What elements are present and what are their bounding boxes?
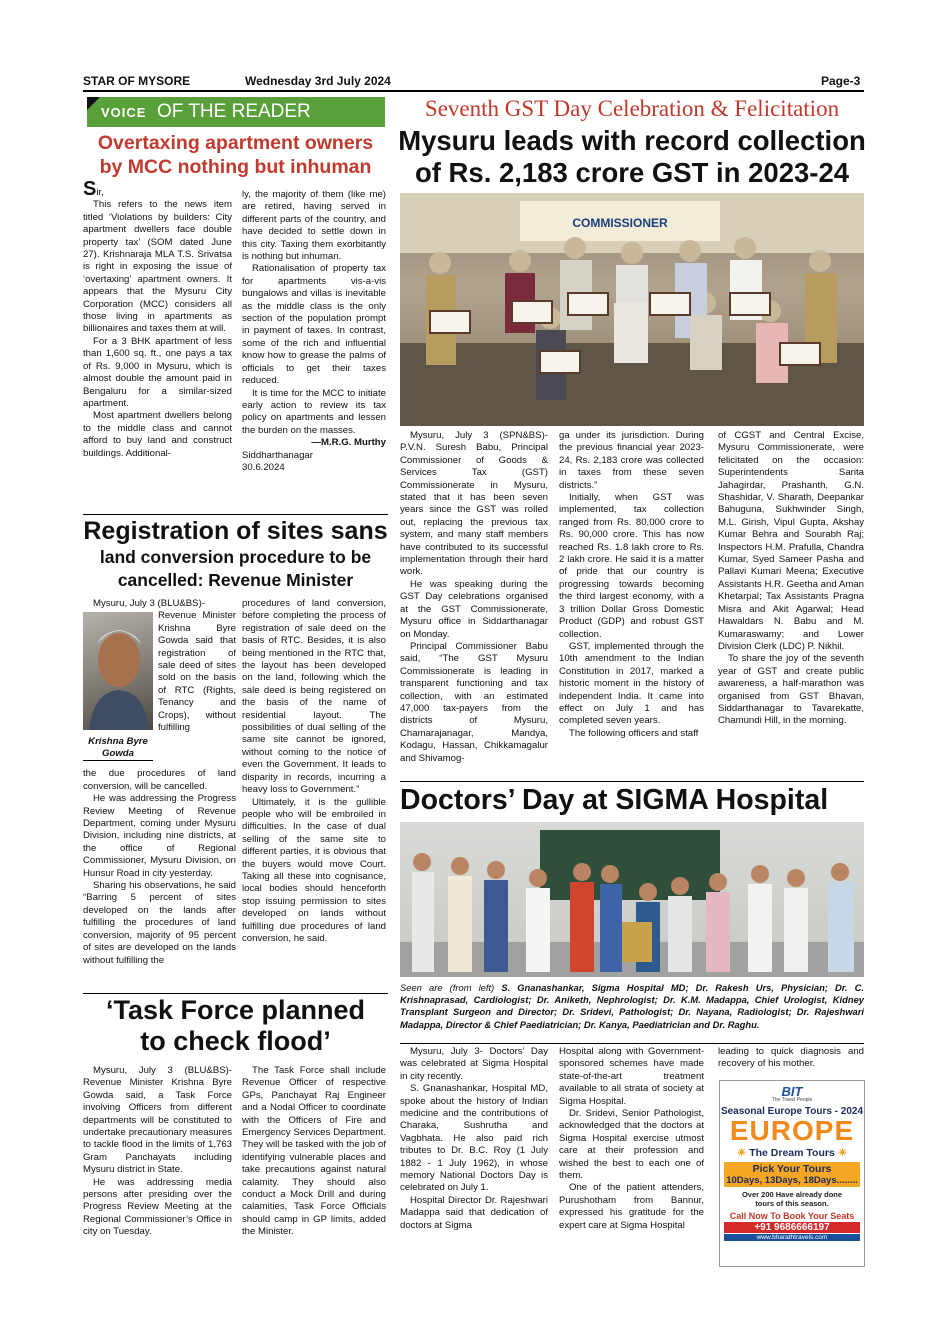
dropcap: S	[83, 181, 97, 200]
sigma-paragraph: Mysuru, July 3- Doctors’ Day was celebrated at Sigma Hospital in city recently.	[400, 1046, 548, 1082]
gst-paragraph: To share the joy of the seventh year of GST and create public awareness, a half-marathon was organised from GST Bhavan, Siddarthanagar to Tavarekatte, Chamundi Hill, in the morning.	[718, 653, 864, 727]
sigma-photo-caption	[400, 982, 864, 1031]
ad-phone[interactable]: +91 9686666197	[724, 1222, 860, 1233]
sigma-paragraph: leading to quick diagnosis and recovery of his mother.	[718, 1046, 864, 1070]
task-headline-line-2: to check flood’	[140, 1026, 331, 1056]
divider	[400, 1043, 864, 1044]
voice-label: VOICE	[101, 105, 147, 120]
ad-dream-text: The Dream Tours	[749, 1147, 835, 1159]
ad-days: 10Days, 13Days, 18Days........	[726, 1175, 858, 1186]
voice-column-2	[242, 189, 386, 511]
gst-column-1	[400, 430, 548, 782]
sites-headline-line-1: Registration of sites sans	[83, 517, 388, 545]
sites-paragraph: procedures of land conversion, before completing the process of registration of sale deed on the basis of RTC. Besides, it is also being mentioned in the RTC that, the layout has been developed on the land, following which the sale deed is being registered on the basis of the name of residential layout. The possibilities of dual selling of the same site cannot be ignored, without coming to the notice of even the Government. It leads to disparity in records, incurring a heavy loss to Government.”	[242, 598, 386, 796]
portrait-illustration	[83, 612, 153, 730]
divider	[400, 781, 864, 782]
gst-banner-text: COMMISSIONER	[572, 216, 668, 230]
minister-caption-line-2: Gowda	[102, 748, 134, 760]
gst-paragraph: The following officers and staff	[569, 727, 699, 739]
task-column-2	[242, 1065, 386, 1265]
sigma-column-3	[718, 1046, 864, 1076]
voice-headline-line-2: by MCC nothing but inhuman	[99, 156, 372, 178]
voice-date: 30.6.2024	[242, 461, 285, 473]
sigma-paragraph: Hospital Director Dr. Rajeshwari Madappa said that dedication of doctors at Sigma	[400, 1194, 548, 1231]
sites-wrap-text: Revenue Minister Krishna Byre Gowda said that registration of sale deed of sites sold on the basis of RTC (Rights, Tenancy and Crops), without fulfilling	[158, 610, 236, 734]
ad-over	[720, 1190, 864, 1208]
ad-pick: Pick Your Tours	[752, 1163, 832, 1175]
voice-salutation: ir,	[96, 187, 104, 198]
ad-dream-tours	[726, 1147, 858, 1159]
task-headline	[83, 995, 388, 1057]
gst-paragraph: Initially, when GST was implemented, tax collection ranged from Rs. 80,000 crore to Rs. 90,000 crore. This has now reached Rs. 1.8 lakh crore to Rs. 2 lakh crore. He said it is a matter of pride that our country is progressing towards becoming the third largest economy, with a 3 trillion Dollar Gross Domestic Product (GDP) and robust GST collection.	[559, 492, 704, 640]
sites-paragraph: He was addressing the Progress Review Meeting of Revenue Department, coming under Mysuru Division, including nine districts, at the office of Regional Commissioner, Mysuru Division, on Hunsur Road in city yesterday.	[83, 793, 236, 879]
sites-headline	[83, 516, 388, 592]
ad-call: Call Now To Book Your Seats	[729, 1211, 855, 1221]
sigma-photo	[400, 822, 864, 977]
task-column-1	[83, 1065, 232, 1265]
voice-column-1	[83, 181, 232, 511]
voice-banner	[87, 97, 385, 127]
sigma-caption-names: S. Gnanashankar, Sigma Hospital MD; Dr. Rakesh Urs, Physician; Dr. C. Krishnaprasad, Cardiologist; Dr. Aniketh, Nephrologist; Dr. K.M. Madappa, Chief Urologist, Kidney Transplant Surgeon and Director; Dr. Sridevi, Pathologist; Dr. Nayana, Radiologist; Dr. Rajeshwari Madappa, Director & Chief Paediatrician; Dr. Kanya, Paediatrician and Dr. Raghu.	[400, 982, 864, 1030]
sigma-column-1	[400, 1046, 548, 1266]
voice-paragraph: Rationalisation of property tax for apartments vis-a-vis bungalows and villas is inevitable as the middle class is the only section of the population prompt in payment of taxes. In contrast, some of the rich and influential know how to grease the palms of officials to get their taxes reduced.	[242, 263, 386, 387]
voice-headline-line-1: Overtaxing apartment owners	[97, 132, 374, 154]
page-number: Page-3	[821, 74, 861, 88]
sites-column-1	[83, 598, 236, 992]
task-headline-line-1: ‘Task Force planned	[105, 995, 366, 1025]
sun-icon: ☀	[837, 1147, 848, 1159]
sigma-column-2	[559, 1046, 704, 1266]
paper-name: STAR OF MYSORE	[83, 74, 191, 88]
minister-photo-box	[83, 612, 153, 766]
gst-photo-illustration	[400, 193, 864, 426]
task-paragraph: He was addressing media persons after presiding over the Progress Review Meeting at the Regional Commissioner’s Office in city on Tuesday.	[83, 1176, 232, 1238]
banner-corner	[87, 97, 100, 110]
sigma-paragraph: One of the patient attenders, Purushotham from Bannur, expressed his gratitude for the expert care at Sigma Hospital	[559, 1182, 704, 1231]
gst-paragraph: of CGST and Central Excise, Mysuru Commissionerate, were felicitated on the occasion: Superintendents Sarita Jahagirdar, Prashanth, G.N. Shashidar, V. Sharath, Deepankar Bahuguna, Sukhwinder Singh, M.L. Girish, Vipul Gupta, Akshay Kumar Behra and Sourabh Raj; Inspectors H.M. Prafulla, Chandra Kumar, Syed Sameer Pasha and Pallavi Kumari Meena; Executive Assistants H.R. Geetha and Aman Khetarpal; Tax Assistants Pragna Misra and Akit Agarwal; Head Hawaldars N. Babu and M. Kumaraswamy; and Lower Division Clerk (LDC) P. Nikhil.	[718, 430, 864, 652]
sigma-paragraph: Dr. Sridevi, Senior Pathologist, acknowledged that the doctors at Sigma Hospital exercise utmost care at their profession and wished the best to each one of them.	[559, 1108, 704, 1182]
divider	[83, 514, 388, 515]
gst-paragraph: GST, implemented through the 10th amendment to the Indian Constitution in 2017, marked a historic moment in the history of independent India. It came into effect on July 1 and has completed seven years.	[559, 640, 704, 727]
ad-logo-sub: The Travel People	[771, 1097, 813, 1103]
gst-paragraph: ga under its jurisdiction. During the previous financial year 2023-24, Rs. 2,183 crore was collected in taxes from these seven districts.”	[559, 430, 704, 491]
sites-dateline: Mysuru, July 3 (BLU&BS)-	[93, 598, 205, 609]
voice-paragraph: Most apartment dwellers belong to the middle class and cannot afford to buy land and construct buildings. Additional-	[83, 410, 232, 459]
voice-headline	[83, 131, 388, 179]
sigma-headline: Doctors’ Day at SIGMA Hospital	[400, 784, 829, 816]
ad-europe: EUROPE	[729, 1115, 855, 1146]
gst-column-3	[718, 430, 864, 782]
voice-paragraph: ly, the majority of them (like me) are retired, having served in different parts of the country, and have decided to settle down in this city. Taxing them exorbitantly is nothing but inhuman.	[242, 189, 386, 263]
voice-paragraph: It is time for the MCC to initiate early action to review its tax policy on apartments and lessen the burden on the masses.	[242, 387, 386, 436]
voice-signature: —M.R.G. Murthy	[311, 437, 386, 449]
sigma-paragraph: S. Gnanashankar, Hospital MD, spoke about the history of Indian medicine and the contributions of Charaka, Sushrutha and Vagbhata. He also paid rich tributes to Dr. B.C. Roy (1 July 1882 - 1 July 1962), in whose memory National Doctors Day is celebrated on July 1.	[400, 1083, 548, 1194]
masthead-rule	[83, 90, 864, 92]
ad-over-line-1: Over 200 Have already done	[741, 1190, 843, 1199]
voice-paragraph: This refers to the news item titled ‘Violations by builders: City apartment dwellers face double property tax’ (SOM dated June 27). Krishnaraja MLA T.S. Srivatsa is right in exposing the issue of ‘overtaxing’ apartment owners. It appears that the Mysuru City Corporation (MCC) considers all those living in apartments as billionaires and taxes them at will.	[83, 199, 232, 335]
ad-title: Seasonal Europe Tours - 2024	[720, 1106, 864, 1117]
sites-paragraph: Sharing his observations, he said “Barring 5 percent of sites developed on the lands after fulfilling the procedures of land conversion, majority of 95 percent of sites are developed on the lands without fulfilling the	[83, 880, 236, 966]
sigma-photo-illustration	[400, 822, 864, 977]
gst-headline-line-1: Mysuru leads with record collection	[398, 125, 866, 156]
sigma-caption-lead: Seen are (from left)	[400, 982, 495, 993]
task-paragraph: The Task Force shall include Revenue Officer of respective GPs, Panchayat Raj Engineer and a Nodal Officer to coordinate with the Officers of Fire and Emergency Services Department. They will be tasked with the job of identifying vulnerable places and take precautions against natural calamity. They should also conduct a Mock Drill and during calamities, Task Force Officials should camp in GP limits, added the Minister.	[242, 1065, 386, 1238]
gst-paragraph: Principal Commissioner Babu said, “The GST Mysuru Commissionerate is leading in transparent functioning and tax collection, with an estimated 47,000 tax-payers from the districts of Mysuru, Chamarajanagar, Mandya, Kodagu, Hassan, Chikkamagalur and Shivamog-	[400, 640, 548, 764]
sigma-paragraph: Hospital along with Government-sponsored schemes have made state-of-the-art treatment available to all strata of society at Sigma Hospital.	[559, 1046, 704, 1107]
sites-headline-line-2: land conversion procedure to be	[99, 547, 372, 567]
ad-pick-box	[724, 1162, 860, 1187]
sites-column-2	[242, 598, 386, 992]
sites-paragraph: the due procedures of land conversion, will be cancelled.	[83, 768, 236, 792]
minister-caption-line-1: Krishna Byre	[88, 736, 148, 748]
ad-website[interactable]: www.bharathtravels.com	[724, 1234, 860, 1241]
gst-column-2	[559, 430, 704, 782]
gst-paragraph: He was speaking during the GST Day celebrations organised at the GST Commissionerate, Mysuru office in Siddarthanagar on Monday.	[400, 578, 548, 640]
task-paragraph: Mysuru, July 3 (BLU&BS)- Revenue Minister Krishna Byre Gowda said, a Task Force involving Officers from different departments will be constituted to undertake precautionary measures to tackle flood in the limits of 1,763 Gram Panchayats including Mysuru district in State.	[83, 1065, 232, 1176]
sites-headline-line-3: cancelled: Revenue Minister	[117, 570, 354, 590]
gst-headline	[396, 125, 868, 189]
gst-paragraph: Mysuru, July 3 (SPN&BS)- P.V.N. Suresh Babu, Principal Commissioner of Goods & Services Tax (GST) Commissionerate in Mysuru, stated that it has been seven years since the GST was rolled out, replacing the previous tax system, and many staff members have contributed to its successful implementation through their hard work.	[400, 430, 548, 578]
sites-paragraph: Ultimately, it is the gullible people who will be embroiled in difficulties. In the case of dual selling of the same site to different parties, it is obvious that the buyers would move Court. Taking all these into cognisance, local bodies should henceforth stop issuing permission to sites developed on lands without fulfilling due procedures of land conversion, he said.	[242, 796, 386, 944]
divider	[83, 993, 388, 994]
voice-label-rest: OF THE READER	[157, 101, 311, 122]
gst-headline-line-2: of Rs. 2,183 crore GST in 2023-24	[414, 157, 850, 188]
sun-icon: ☀	[736, 1147, 747, 1159]
ad-logo: BIT	[781, 1084, 803, 1099]
voice-place: Siddharthanagar	[242, 449, 313, 461]
gst-group-photo	[400, 193, 864, 426]
voice-paragraph: For a 3 BHK apartment of less than 1,600 sq. ft., one pays a tax of Rs. 9,000 in Mysuru, which is almost double the amount paid in Bengaluru for a similar-sized apartment.	[83, 335, 232, 409]
issue-date: Wednesday 3rd July 2024	[245, 74, 391, 88]
minister-caption	[83, 736, 153, 761]
gst-kicker: Seventh GST Day Celebration & Felicitation	[424, 96, 840, 121]
ad-over-line-2: tours of this season.	[755, 1199, 829, 1208]
minister-photo	[83, 612, 153, 730]
europe-tours-ad[interactable]	[719, 1080, 865, 1267]
